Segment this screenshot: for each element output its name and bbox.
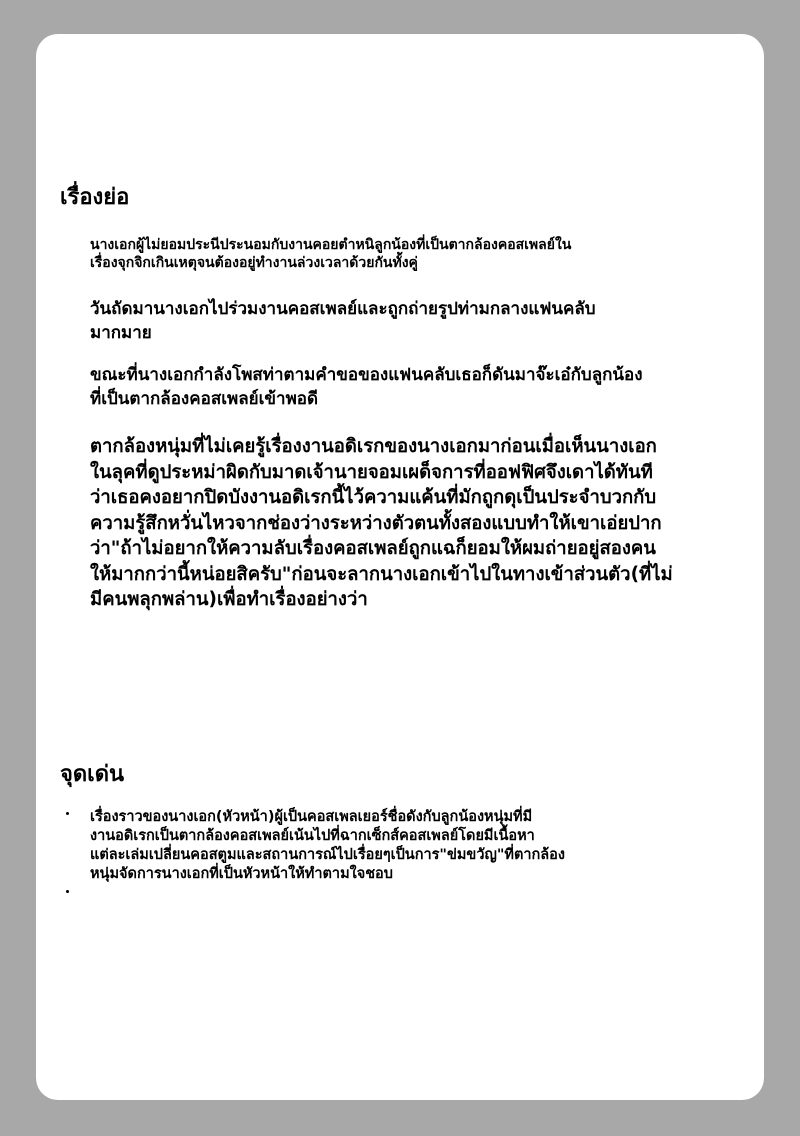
bullet-marker [66, 890, 69, 893]
synopsis-paragraph-4: ตากล้องหนุ่มที่ไม่เคยรู้เรื่องงานอดิเรกของนางเอกมาก่อนเมื่อเห็นนางเอก ในลุคที่ดูประหม่าผิดกับมาดเจ้านายจอมเผด็จการที่ออฟฟิศจึงเดาได้ทันที ว่าเธอคงอยากปิดบังงานอดิเรกนี้ไว้ความแค้นที่มักถูกดุเป็นประจำบวกกับ ความรู้สึกหวั่นไหวจากช่องว่างระหว่างตัวตนทั้งสองแบบทำให้เขาเอ่ยปาก ว่า"ถ้าไม่อยากให้ความลับเรื่องคอสเพลย์ถูกแฉก็ยอมให้ผมถ่ายอยู่สองคน ให้มากกว่านี้หน่อยสิครับ"ก่อนจะลากนางเอกเข้าไปในทางเข้าส่วนตัว(ที่ไม่ มีคนพลุกพล่าน)เพื่อทำเรื่องอย่างว่า [90, 436, 673, 610]
synopsis-heading: เรื่องย่อ [60, 185, 130, 210]
synopsis-paragraph-1: นางเอกผู้ไม่ยอมประนีประนอมกับงานคอยตำหนิลูกน้องที่เป็นตากล้องคอสเพลย์ใน เรื่องจุกจิกเกินเหตุจนต้องอยู่ทำงานล่วงเวลาด้วยกันทั้งคู่ [90, 237, 572, 271]
synopsis-paragraph-3: ขณะที่นางเอกกำลังโพสท่าตามคำขอของแฟนคลับเธอก็ดันมาจ๊ะเอ๋กับลูกน้อง ที่เป็นตากล้องคอสเพลย์เข้าพอดี [90, 365, 643, 409]
highlights-heading: จุดเด่น [60, 762, 125, 787]
synopsis-paragraph-2: วันถัดมานางเอกไปร่วมงานคอสเพลย์และถูกถ่ายรูปท่ามกลางแฟนคลับ มากมาย [90, 299, 596, 343]
bullet-marker [66, 812, 69, 815]
highlights-paragraph: เรื่องราวของนางเอก(หัวหน้า)ผู้เป็นคอสเพลเยอร์ชื่อดังกับลูกน้องหนุ่มที่มี งานอดิเรกเป็นตากล้องคอสเพลย์เน้นไปที่ฉากเซ็กส์คอสเพลย์โดยมีเนื้อหา แต่ละเล่มเปลี่ยนคอสตูมและสถานการณ์ไปเรื่อยๆเป็นการ"ข่มขวัญ"ที่ตากล้อง หนุ่มจัดการนางเอกที่เป็นหัวหน้าให้ทำตามใจชอบ [90, 809, 565, 882]
